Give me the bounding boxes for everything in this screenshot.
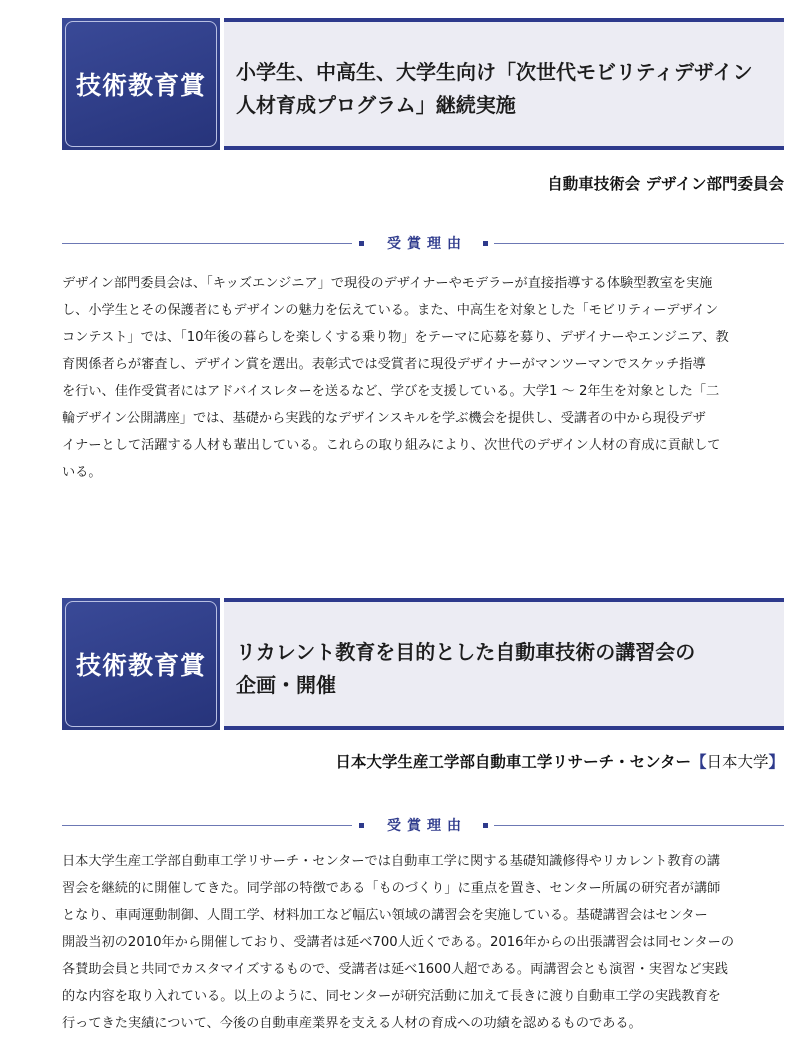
award-reason-text: 日本大学生産工学部自動車工学リサーチ・センターでは自動車工学に関する基礎知識修得やリカレント教育の講 習会を継続的に開催してきた。同学部の特徴である「ものづくり」に重点を置き、センター所属の研究者が講師 となり、車両運動制御、人間工学、材料加工など幅広い領域の講習会を実施している。基礎講習会はセンター 開設当初の2010年から開催しており、受講者は延べ700人近くである。2016年からの出張講習会は同センターの 各賛助会員と共同でカスタマイズするもので、受講者は延べ1600人超である。両講習会とも演習・実習など実践 的な内容を取り入れている。以上のように、同センターが研究活動に加えて長きに渡り自動車工学の実践教育を 行ってきた実績について、今後の自動車産業界を支える人材の育成への功績を認めるものである。 xyxy=(62,854,735,1031)
award-title-line: 小学生、中高生、大学生向け「次世代モビリティデザイン xyxy=(236,60,753,84)
award-badge xyxy=(62,18,220,150)
divider-dot xyxy=(483,241,488,246)
award-header xyxy=(62,18,784,150)
award-header xyxy=(62,598,784,730)
divider-dot xyxy=(483,823,488,828)
award-title-panel xyxy=(224,18,784,150)
award-section-2 xyxy=(62,598,784,1031)
award-title-line: 人材育成プログラム」継続実施 xyxy=(236,93,516,117)
award-title-panel xyxy=(224,598,784,730)
award-title-line: リカレント教育を目的とした自動車技術の講習会の xyxy=(236,640,696,664)
award-section-1 xyxy=(62,18,784,480)
award-reason-text: デザイン部門委員会は、「キッズエンジニア」で現役のデザイナーやモデラーが直接指導する体験型教室を実施 し、小学生とその保護者にもデザインの魅力を伝えている。また、中高生を対象とした「モビリティーデザイン コンテスト」では、「10年後の暮らしを楽しくする乗り物」をテーマに応募を募り、デザイナーやエンジニア、教 育関係者らが審査し、デザイン賞を選出。表彰式では受賞者に現役デザイナーがマンツーマンでスケッチ指導 を行い、佳作受賞者にはアドバイスレターを送るなど、学びを支援している。大学1 ～ 2年生を対象とした「二 輪デザイン公開講座」では、基礎から実践的なデザインスキルを学ぶ機会を提供し、受講者の中から現役デザ イナーとして活躍する人材も輩出している。これらの取り組みにより、次世代のデザイン人材の育成に貢献して いる。 xyxy=(62,276,729,480)
award-badge xyxy=(62,598,220,730)
section-label: 受賞理由 xyxy=(387,818,467,834)
divider-dot xyxy=(359,241,364,246)
award-badge-label: 技術教育賞 xyxy=(75,71,206,100)
section-label: 受賞理由 xyxy=(387,236,467,252)
award-title-line: 企画・開催 xyxy=(236,673,336,697)
award-organization: 日本大学生産工学部自動車工学リサーチ・センター【日本大学】 xyxy=(335,753,784,771)
university-tag: 日本大学 xyxy=(706,753,769,771)
award-organization: 自動車技術会 デザイン部門委員会 xyxy=(547,175,784,193)
divider-dot xyxy=(359,823,364,828)
section-divider xyxy=(62,816,784,836)
award-badge-label: 技術教育賞 xyxy=(75,651,206,680)
section-divider xyxy=(62,234,784,254)
